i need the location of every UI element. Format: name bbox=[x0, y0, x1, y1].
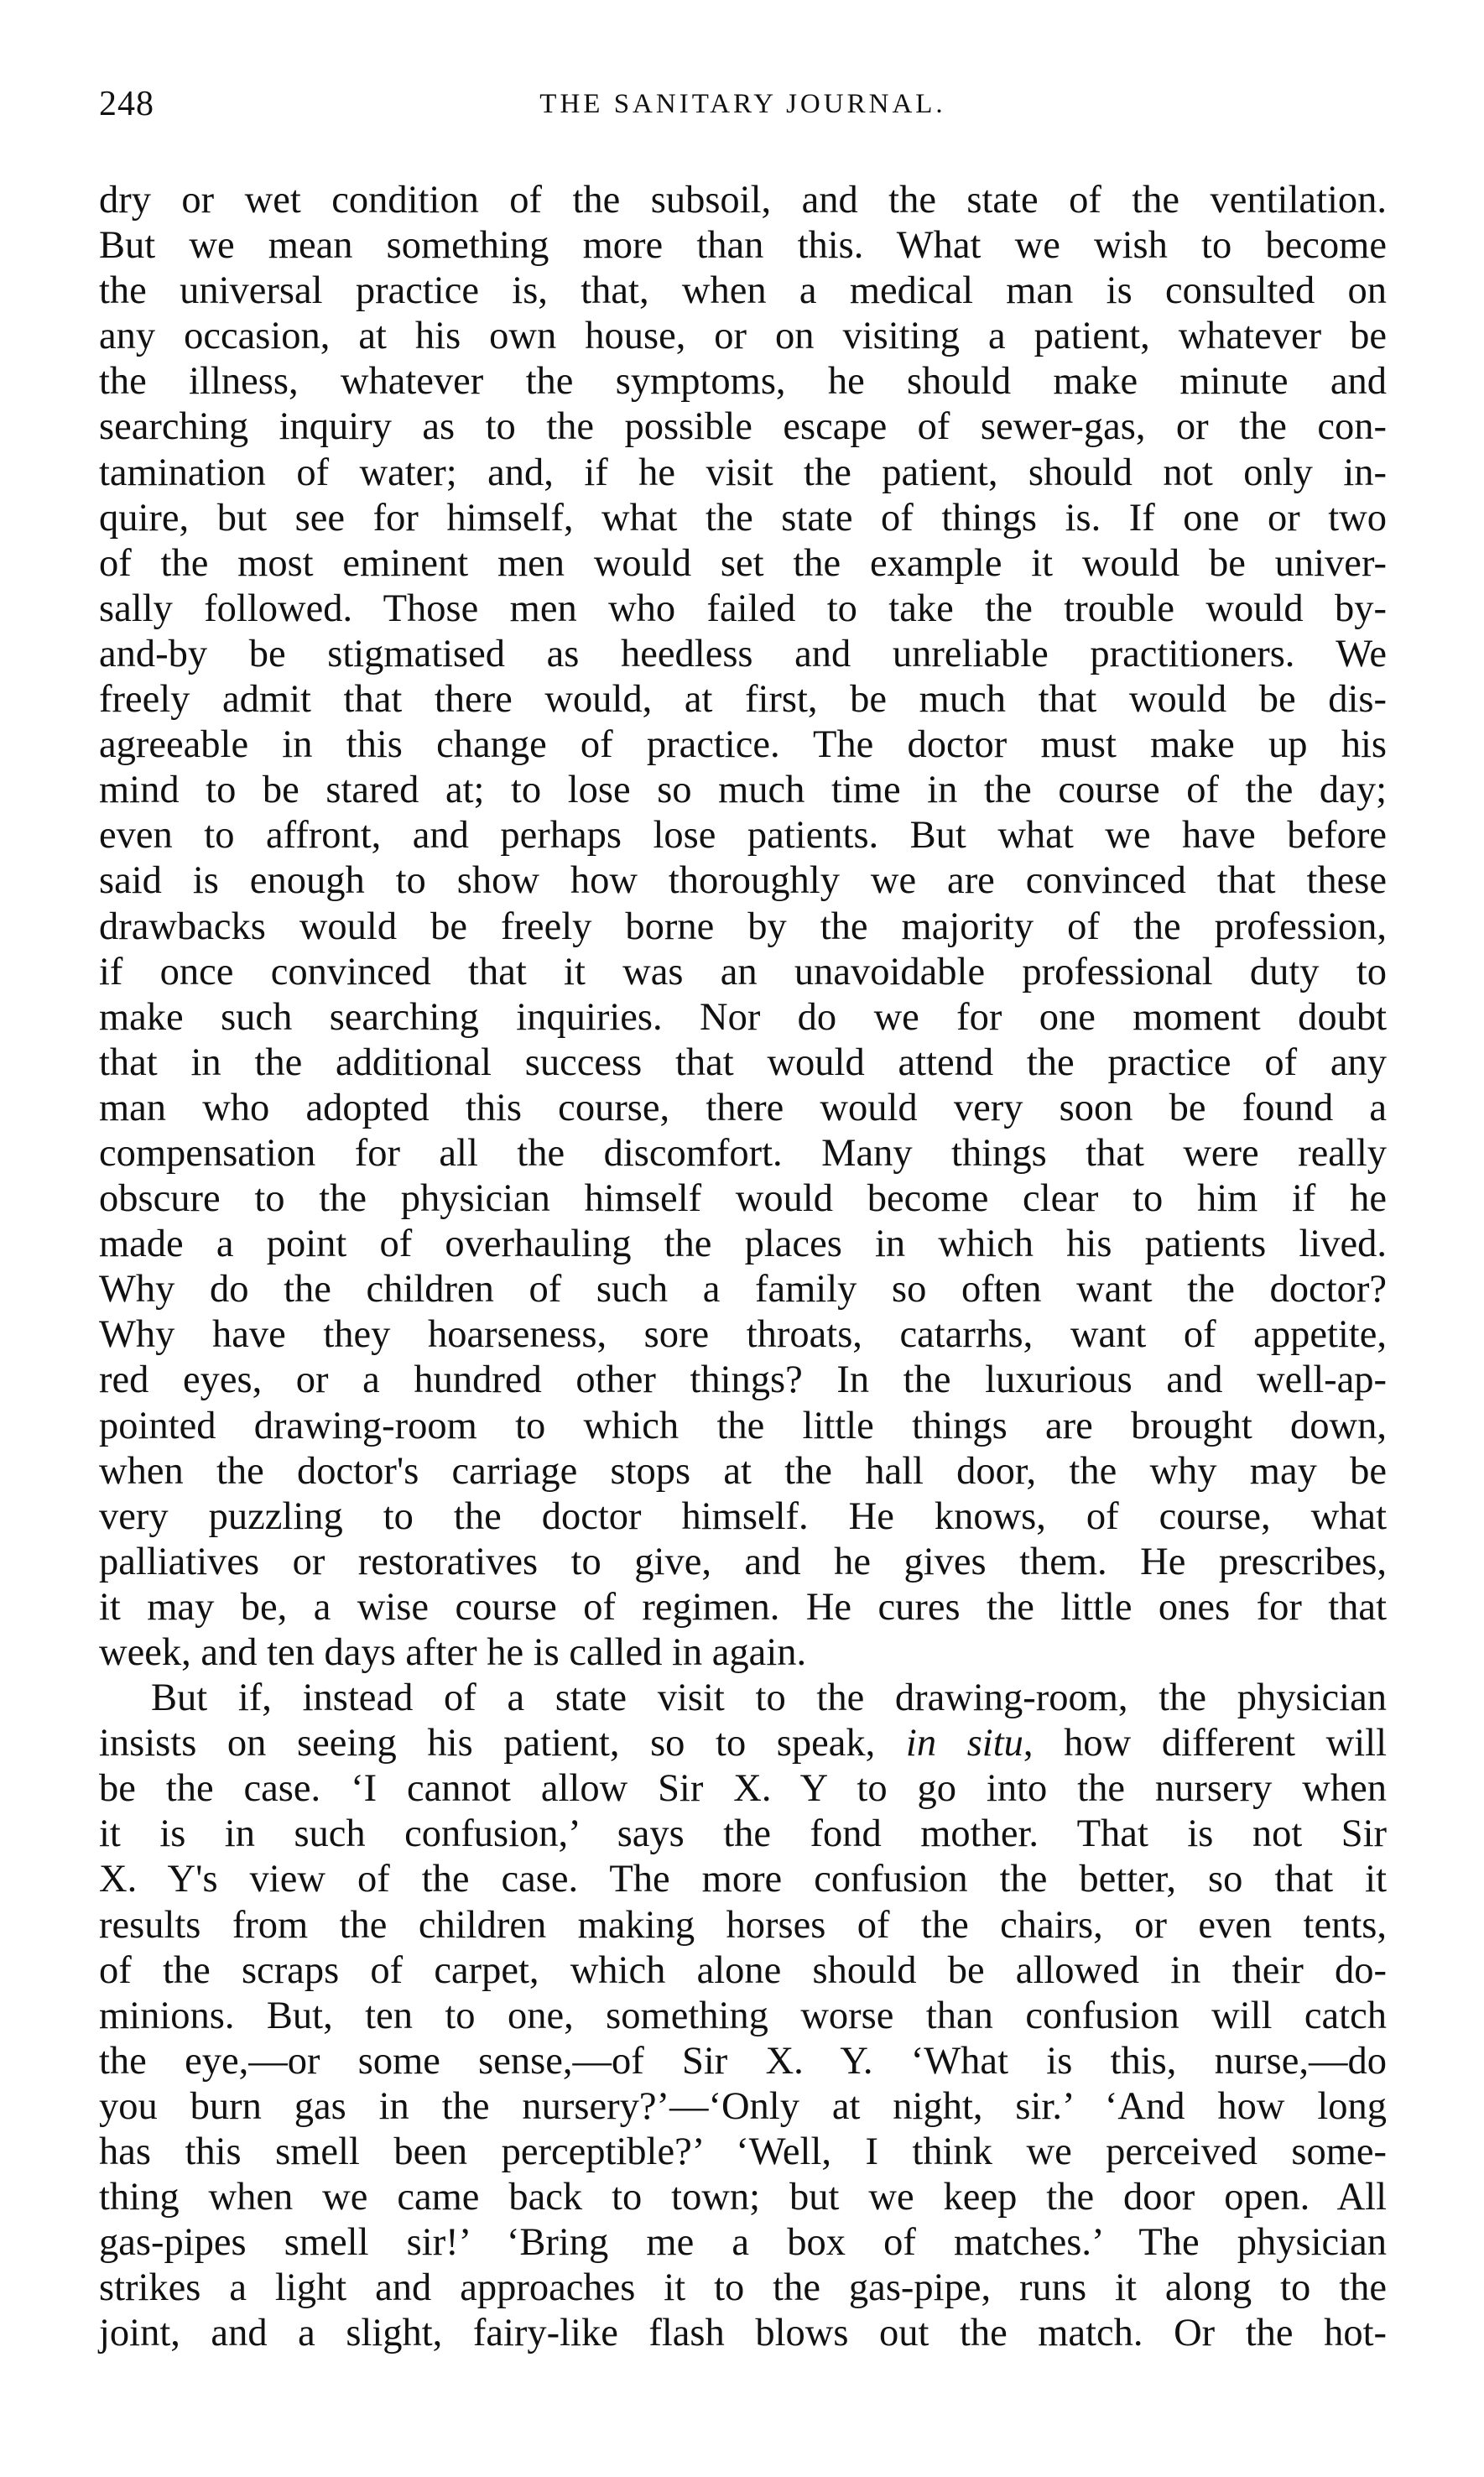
text-line: even to affront, and perhaps lose patients. But what we have before bbox=[99, 814, 1387, 858]
text-line: sally followed. Those men who failed to take the trouble would by- bbox=[99, 587, 1387, 630]
text-line: joint, and a slight, fairy-like flash blows out the match. Or the hot- bbox=[99, 2312, 1387, 2355]
running-head bbox=[99, 84, 1387, 134]
text-line: very puzzling to the doctor himself. He knows, of course, what bbox=[99, 1494, 1387, 1538]
text-line: you burn gas in the nursery?’—‘Only at night, sir.’ ‘And how long bbox=[99, 2084, 1387, 2128]
text-line bbox=[99, 1721, 1387, 1766]
text-line: drawbacks would be freely borne by the majority of the profession, bbox=[99, 905, 1387, 948]
text-line: red eyes, or a hundred other things? In the luxurious and well-ap- bbox=[99, 1358, 1387, 1402]
text-line: said is enough to show how thoroughly we are convinced that these bbox=[99, 859, 1387, 903]
text-line: minions. But, ten to one, something worse than confusion will catch bbox=[99, 1994, 1387, 2037]
text-line: mind to be stared at; to lose so much time in the course of the day; bbox=[99, 769, 1387, 812]
text-line: if once convinced that it was an unavoidable professional duty to bbox=[99, 950, 1387, 993]
text-line: Why have they hoarseness, sore throats, catarrhs, want of appetite, bbox=[99, 1313, 1387, 1357]
text-line: it is in such confusion,’ says the fond mother. That is not Sir bbox=[99, 1812, 1387, 1856]
article-body bbox=[99, 178, 1387, 2357]
text-line: Why do the children of such a family so often want the doctor? bbox=[99, 1268, 1387, 1312]
text-line: make such searching inquiries. Nor do we for one moment doubt bbox=[99, 995, 1387, 1039]
text-line: But we mean something more than this. What we wish to become bbox=[99, 224, 1387, 268]
text-line: when the doctor's carriage stops at the hall door, the why may be bbox=[99, 1449, 1387, 1493]
text-line: pointed drawing-room to which the little things are brought down, bbox=[99, 1404, 1387, 1447]
text-line: it may be, a wise course of regimen. He cures the little ones for that bbox=[99, 1585, 1387, 1629]
text-line: any occasion, at his own house, or on visiting a patient, whatever be bbox=[99, 315, 1387, 358]
paragraph-start-line: But if, instead of a state visit to the drawing-room, the physician bbox=[151, 1677, 1387, 1720]
text-line: has this smell been perceptible?’ ‘Well, I think we perceived some- bbox=[99, 2130, 1387, 2174]
text-line: palliatives or restoratives to give, and he gives them. He prescribes, bbox=[99, 1540, 1387, 1583]
page-number: 248 bbox=[99, 85, 154, 123]
text-line: and-by be stigmatised as heedless and unreliable practitioners. We bbox=[99, 632, 1387, 675]
text-line: results from the children making horses of the chairs, or even tents, bbox=[99, 1903, 1387, 1947]
text-line: the eye,—or some sense,—of Sir X. Y. ‘What is this, nurse,—do bbox=[99, 2039, 1387, 2083]
text-line: the illness, whatever the symptoms, he should make minute and bbox=[99, 360, 1387, 404]
italic-phrase: in situ bbox=[905, 1722, 1023, 1765]
text-line: searching inquiry as to the possible escape of sewer-gas, or the con- bbox=[99, 405, 1387, 449]
text-line: man who adopted this course, there would very soon be found a bbox=[99, 1086, 1387, 1129]
text-line: of the most eminent men would set the example it would be univer- bbox=[99, 541, 1387, 585]
text-line: compensation for all the discomfort. Many things that were really bbox=[99, 1131, 1387, 1175]
line-segment: insists on seeing his patient, so to speak, bbox=[99, 1722, 906, 1765]
text-line: be the case. ‘I cannot allow Sir X. Y to go into the nursery when bbox=[99, 1767, 1387, 1811]
text-line: made a point of overhauling the places in which his patients lived. bbox=[99, 1223, 1387, 1266]
text-line: gas-pipes smell sir!’ ‘Bring me a box of matches.’ The physician bbox=[99, 2221, 1387, 2265]
text-line: the universal practice is, that, when a medical man is consulted on bbox=[99, 269, 1387, 313]
text-line: obscure to the physician himself would become clear to him if he bbox=[99, 1177, 1387, 1221]
text-line: thing when we came back to town; but we keep the door open. All bbox=[99, 2176, 1387, 2219]
text-line: agreeable in this change of practice. The doctor must make up his bbox=[99, 723, 1387, 767]
text-line: dry or wet condition of the subsoil, and the state of the ventilation. bbox=[99, 179, 1387, 222]
page bbox=[99, 84, 1387, 2357]
text-line: tamination of water; and, if he visit the patient, should not only in- bbox=[99, 451, 1387, 494]
text-line: strikes a light and approaches it to the gas-pipe, runs it along to the bbox=[99, 2266, 1387, 2310]
text-line: X. Y's view of the case. The more confusion the better, so that it bbox=[99, 1858, 1387, 1901]
line-segment: , how different will bbox=[1023, 1722, 1387, 1765]
journal-title: THE SANITARY JOURNAL. bbox=[539, 89, 946, 119]
text-line: that in the additional success that would attend the practice of any bbox=[99, 1040, 1387, 1084]
text-line: of the scraps of carpet, which alone should be allowed in their do- bbox=[99, 1948, 1387, 1992]
text-line: freely admit that there would, at first, be much that would be dis- bbox=[99, 678, 1387, 722]
text-line: quire, but see for himself, what the state of things is. If one or two bbox=[99, 496, 1387, 540]
paragraph-end-line: week, and ten days after he is called in again. bbox=[99, 1631, 807, 1674]
